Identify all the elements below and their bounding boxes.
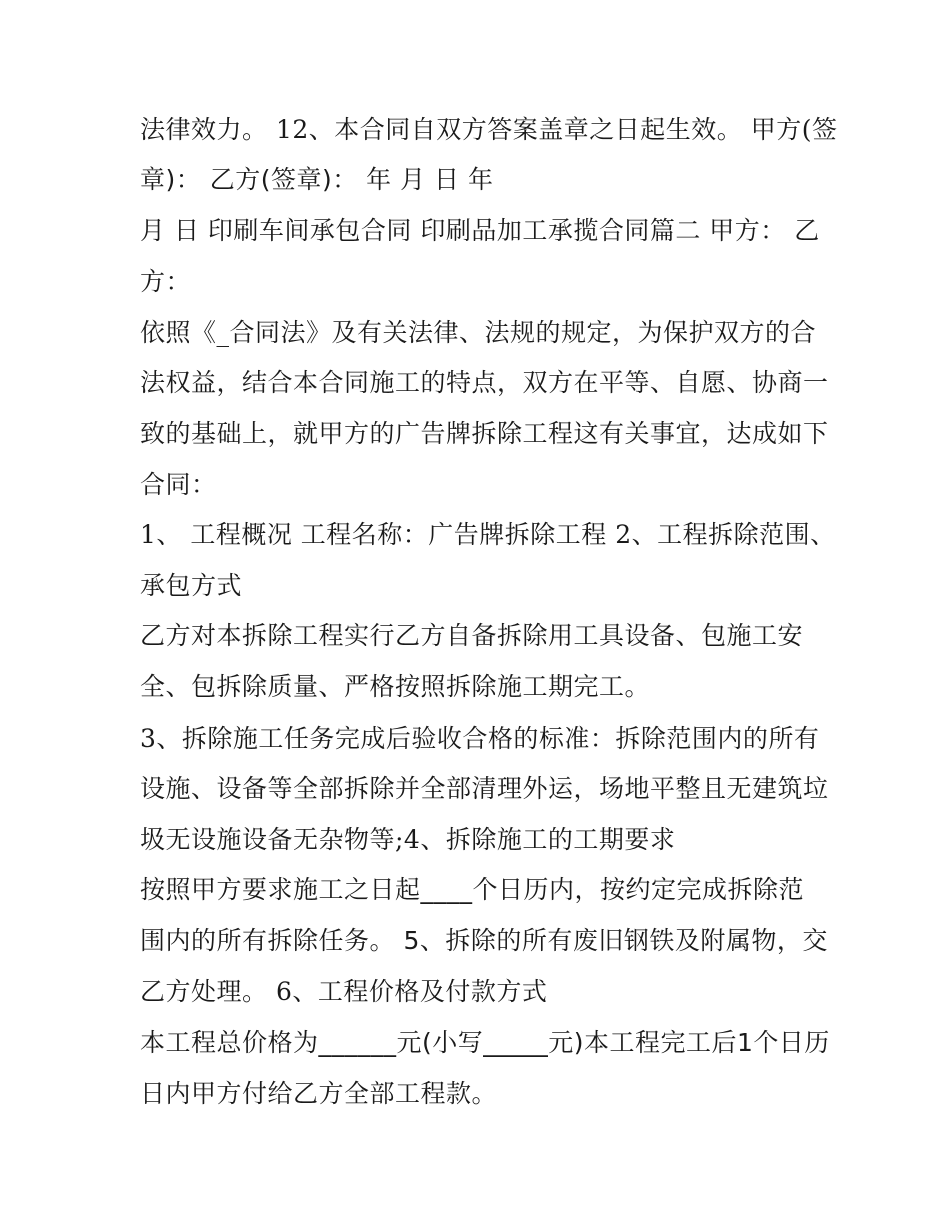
text-line: 设施、设备等全部拆除并全部清理外运，场地平整且无建筑垃 (140, 774, 829, 803)
text-line: 围内的所有拆除任务。 5、拆除的所有废旧钢铁及附属物，交 (140, 926, 828, 955)
text-line: 本工程总价格为______元(小写_____元)本工程完工后1个日历 (140, 1028, 830, 1057)
text-line: 方： (140, 267, 192, 296)
text-line: 按照甲方要求施工之日起____个日历内，按约定完成拆除范 (140, 875, 805, 904)
text-line: 依照《_合同法》及有关法律、法规的规定，为保护双方的合 (140, 318, 817, 347)
text-line: 圾无设施设备无杂物等;4、拆除施工的工期要求 (140, 825, 676, 854)
text-line: 乙方对本拆除工程实行乙方自备拆除用工具设备、包施工安 (140, 621, 804, 650)
text-line: 合同： (140, 470, 217, 499)
text-line: 法律效力。 12、本合同自双方答案盖章之日起生效。 甲方(签 (140, 115, 838, 144)
text-line: 法权益，结合本合同施工的特点，双方在平等、自愿、协商一 (140, 368, 829, 397)
text-line: 3、拆除施工任务完成后验收合格的标准：拆除范围内的所有 (140, 724, 820, 753)
text-line: 1、 工程概况 工程名称：广告牌拆除工程 2、工程拆除范围、 (140, 520, 836, 549)
text-line: 全、包拆除质量、严格按照拆除施工期完工。 (140, 672, 651, 701)
text-line: 承包方式 (140, 571, 243, 600)
text-line: 致的基础上，就甲方的广告牌拆除工程这有关事宜，达成如下 (140, 419, 829, 448)
text-line: 乙方处理。 6、工程价格及付款方式 (140, 977, 548, 1006)
text-line: 章)： 乙方(签章)： 年 月 日 年 (140, 165, 494, 194)
text-line: 月 日 印刷车间承包合同 印刷品加工承揽合同篇二 甲方： 乙 (140, 216, 820, 245)
text-line: 日内甲方付给乙方全部工程款。 (140, 1079, 498, 1108)
